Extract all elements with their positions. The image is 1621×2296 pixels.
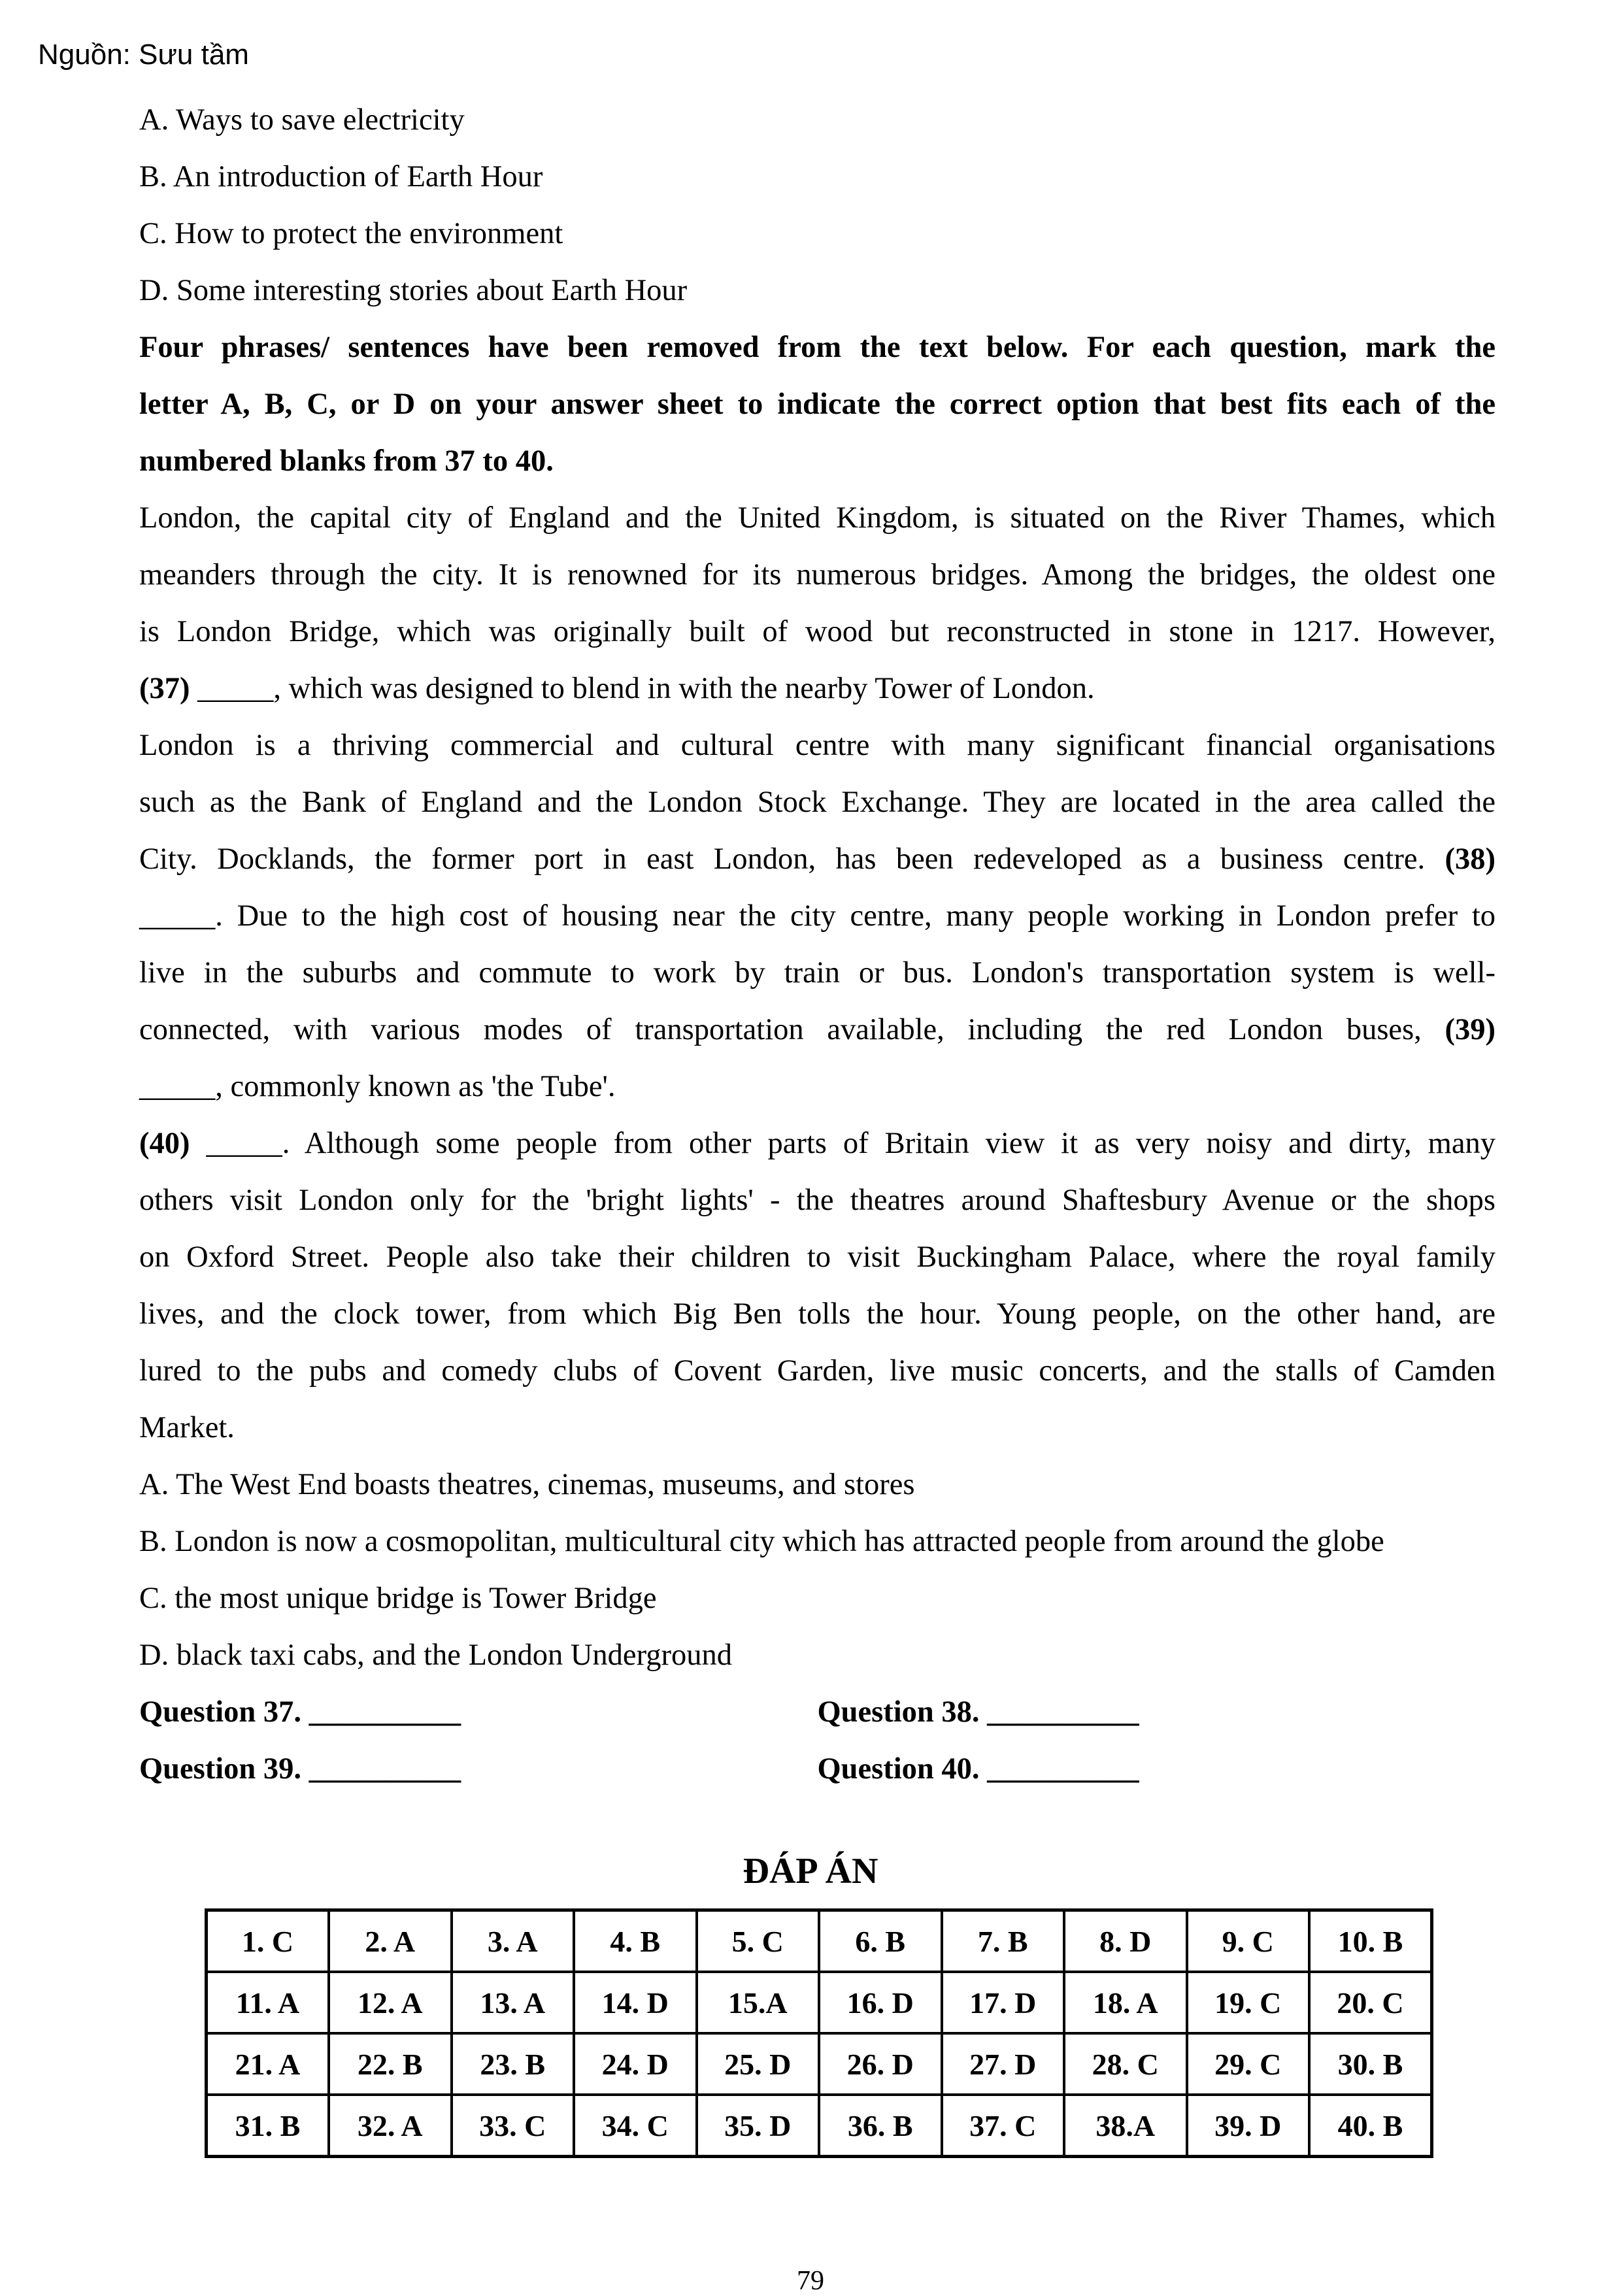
page-number: 79 bbox=[797, 2266, 824, 2296]
answer-cell: 12. A bbox=[329, 1972, 452, 2033]
answer-cell: 6. B bbox=[819, 1910, 942, 1972]
passage-line: such as the Bank of England and the London Stock Exchange. They are located in the area called the bbox=[139, 786, 1496, 819]
passage-line: _____. Due to the high cost of housing near the city centre, many people working in London prefer to bbox=[139, 899, 1496, 933]
blank-number-37: (37) bbox=[139, 672, 190, 705]
answer-cell: 40. B bbox=[1309, 2095, 1432, 2157]
question-39: Question 39. __________ bbox=[139, 1752, 461, 1786]
answer-cell: 17. D bbox=[942, 1972, 1065, 2033]
answer-cell: 1. C bbox=[207, 1910, 329, 1972]
answer-cell: 27. D bbox=[942, 2033, 1065, 2095]
prev-option-b: B. An introduction of Earth Hour bbox=[139, 160, 543, 193]
passage-line: Market. bbox=[139, 1411, 235, 1444]
prev-option-c: C. How to protect the environment bbox=[139, 217, 563, 250]
instruction-line: numbered blanks from 37 to 40. bbox=[139, 444, 554, 478]
answer-cell: 37. C bbox=[942, 2095, 1065, 2157]
answer-cell: 33. C bbox=[452, 2095, 575, 2157]
option-c: C. the most unique bridge is Tower Bridge bbox=[139, 1582, 657, 1615]
table-row bbox=[207, 2095, 1432, 2157]
prev-option-d: D. Some interesting stories about Earth Hour bbox=[139, 274, 688, 307]
passage-line: London is a thriving commercial and cultural centre with many significant financial organisations bbox=[139, 729, 1496, 762]
passage-text: _____, which was designed to blend in with the nearby Tower of London. bbox=[190, 672, 1095, 705]
passage-text: _____. Although some people from other parts of Britain view it as very noisy and dirty, many bbox=[190, 1127, 1496, 1160]
answers-heading: ĐÁP ÁN bbox=[743, 1851, 878, 1891]
passage-line: lured to the pubs and comedy clubs of Covent Garden, live music concerts, and the stalls of Camden bbox=[139, 1354, 1496, 1388]
question-row bbox=[139, 1740, 1496, 1797]
answer-cell: 20. C bbox=[1309, 1972, 1432, 2033]
answer-cell: 39. D bbox=[1187, 2095, 1310, 2157]
answer-cell: 15.A bbox=[697, 1972, 820, 2033]
instruction-line: letter A, B, C, or D on your answer sheet to indicate the correct option that best fits each of the bbox=[139, 388, 1496, 421]
blank-number-40: (40) bbox=[139, 1127, 190, 1160]
answer-cell: 25. D bbox=[697, 2033, 820, 2095]
answer-cell: 7. B bbox=[942, 1910, 1065, 1972]
document-body bbox=[139, 92, 1496, 1797]
answer-cell: 38.A bbox=[1064, 2095, 1187, 2157]
answer-cell: 24. D bbox=[574, 2033, 697, 2095]
answer-cell: 14. D bbox=[574, 1972, 697, 2033]
blank-number-39: (39) bbox=[1445, 1013, 1496, 1046]
answer-cell: 19. C bbox=[1187, 1972, 1310, 2033]
table-row bbox=[207, 1910, 1432, 1972]
answer-cell: 18. A bbox=[1064, 1972, 1187, 2033]
answer-cell: 30. B bbox=[1309, 2033, 1432, 2095]
question-row bbox=[139, 1684, 1496, 1740]
answer-cell: 4. B bbox=[574, 1910, 697, 1972]
answer-cell: 34. C bbox=[574, 2095, 697, 2157]
answer-cell: 10. B bbox=[1309, 1910, 1432, 1972]
answer-cell: 13. A bbox=[452, 1972, 575, 2033]
passage-line: lives, and the clock tower, from which Big Ben tolls the hour. Young people, on the other hand, are bbox=[139, 1297, 1496, 1331]
answer-cell: 16. D bbox=[819, 1972, 942, 2033]
option-b: B. London is now a cosmopolitan, multicultural city which has attracted people from around the globe bbox=[139, 1525, 1384, 1558]
answer-cell: 2. A bbox=[329, 1910, 452, 1972]
passage-line: live in the suburbs and commute to work by train or bus. London's transportation system is well- bbox=[139, 956, 1496, 990]
answer-cell: 28. C bbox=[1064, 2033, 1187, 2095]
passage-line: on Oxford Street. People also take their children to visit Buckingham Palace, where the royal family bbox=[139, 1240, 1496, 1274]
answer-cell: 35. D bbox=[697, 2095, 820, 2157]
passage-line: is London Bridge, which was originally built of wood but reconstructed in stone in 1217. However, bbox=[139, 615, 1496, 648]
passage-line-blank-37 bbox=[139, 660, 1496, 717]
passage-line-blank-39 bbox=[139, 1001, 1496, 1058]
answer-cell: 29. C bbox=[1187, 2033, 1310, 2095]
answer-cell: 36. B bbox=[819, 2095, 942, 2157]
passage-line-blank-40 bbox=[139, 1115, 1496, 1172]
answer-cell: 21. A bbox=[207, 2033, 329, 2095]
answer-cell: 5. C bbox=[697, 1910, 820, 1972]
question-40: Question 40. __________ bbox=[817, 1752, 1139, 1786]
question-37: Question 37. __________ bbox=[139, 1695, 461, 1729]
source-label: Nguồn: Sưu tầm bbox=[38, 39, 249, 71]
option-d: D. black taxi cabs, and the London Underground bbox=[139, 1639, 732, 1672]
passage-text: connected, with various modes of transportation available, including the red London buses, bbox=[139, 1013, 1445, 1046]
answer-cell: 11. A bbox=[207, 1972, 329, 2033]
prev-option-a: A. Ways to save electricity bbox=[139, 103, 465, 137]
passage-line-blank-38 bbox=[139, 831, 1496, 888]
question-38: Question 38. __________ bbox=[817, 1695, 1139, 1729]
table-row bbox=[207, 1972, 1432, 2033]
answer-cell: 23. B bbox=[452, 2033, 575, 2095]
passage-line: meanders through the city. It is renowned for its numerous bridges. Among the bridges, the oldest one bbox=[139, 558, 1496, 591]
passage-line: London, the capital city of England and the United Kingdom, is situated on the River Thames, which bbox=[139, 501, 1496, 535]
table-row bbox=[207, 2033, 1432, 2095]
passage-text: City. Docklands, the former port in east London, has been redeveloped as a business centre. bbox=[139, 842, 1445, 876]
passage-line: _____, commonly known as 'the Tube'. bbox=[139, 1070, 616, 1103]
answer-cell: 8. D bbox=[1064, 1910, 1187, 1972]
instruction-line: Four phrases/ sentences have been removed from the text below. For each question, mark the bbox=[139, 331, 1496, 364]
option-a: A. The West End boasts theatres, cinemas, museums, and stores bbox=[139, 1468, 915, 1501]
answer-cell: 3. A bbox=[452, 1910, 575, 1972]
answer-cell: 31. B bbox=[207, 2095, 329, 2157]
answer-cell: 26. D bbox=[819, 2033, 942, 2095]
answer-table bbox=[205, 1908, 1433, 2158]
passage-line: others visit London only for the 'bright lights' - the theatres around Shaftesbury Avenue or the shops bbox=[139, 1184, 1496, 1217]
answer-cell: 32. A bbox=[329, 2095, 452, 2157]
blank-number-38: (38) bbox=[1445, 842, 1496, 876]
answer-cell: 9. C bbox=[1187, 1910, 1310, 1972]
answer-cell: 22. B bbox=[329, 2033, 452, 2095]
